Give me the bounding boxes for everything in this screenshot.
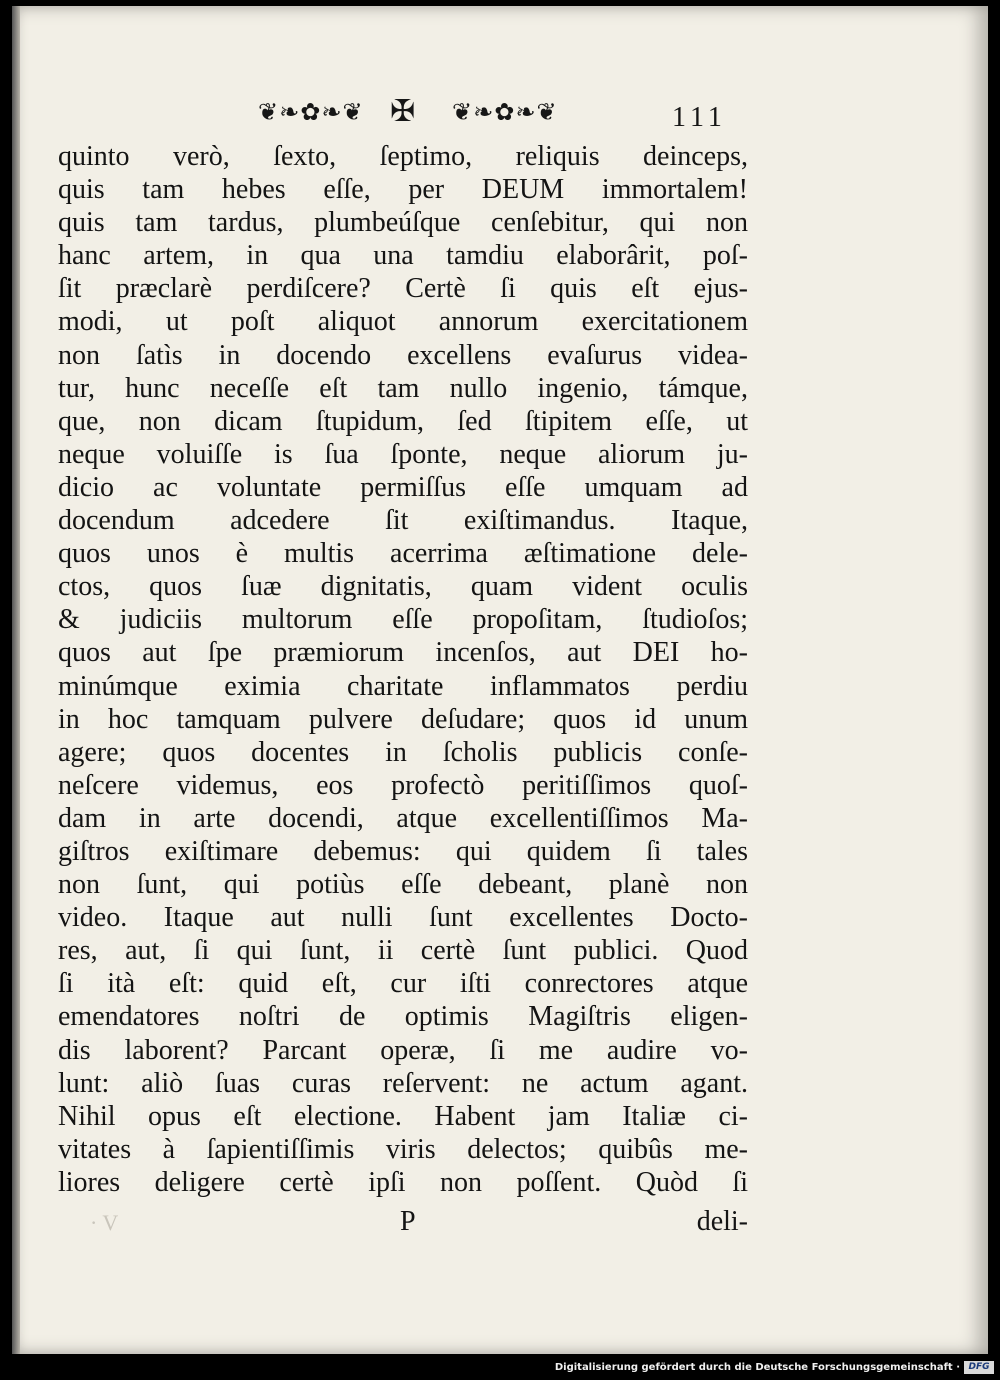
text-line: quis tam tardus, plumbeúſque cenſebitur, qui non — [58, 207, 748, 239]
page-footer — [58, 1206, 748, 1242]
text-line: que, non dicam ſtupidum, ſed ſtipitem eſſe, ut — [58, 405, 748, 437]
text-line: docendum adcedere ſit exiſtimandus. Itaque, — [58, 505, 748, 537]
page-number: 111 — [672, 102, 727, 133]
left-ornament-icon: ❦❧✿❧❦ — [258, 98, 364, 126]
text-line: res, aut, ſi qui ſunt, ii certè ſunt publici. Quod — [58, 935, 748, 967]
text-line: dis laborent? Parcant operæ, ſi me audire vo- — [58, 1034, 748, 1066]
text-line: in hoc tamquam pulvere deſudare; quos id unum — [58, 703, 748, 735]
text-line: quos unos è multis acerrima æſtimatione dele- — [58, 538, 748, 570]
text-line: quis tam hebes eſſe, per DEUM immortalem! — [58, 174, 748, 206]
right-ornament-icon: ❦❧✿❧❦ — [452, 98, 558, 126]
text-line: neſcere videmus, eos profectò peritiſſimos quoſ- — [58, 769, 748, 801]
text-line: quos aut ſpe præmiorum incenſos, aut DEI ho- — [58, 637, 748, 669]
text-line: ſit præclarè perdiſcere? Certè ſi quis eſt ejus- — [58, 273, 748, 305]
text-line: non ſatìs in docendo excellens evaſurus videa- — [58, 339, 748, 371]
text-line: dicio ac voluntate permiſſus eſſe umquam ad — [58, 471, 748, 503]
catchword: deli- — [696, 1206, 748, 1237]
text-line: neque voluiſſe is ſua ſponte, neque aliorum ju- — [58, 438, 748, 470]
text-line: non ſunt, qui potiùs eſſe debeant, planè non — [58, 869, 748, 901]
show-through-mark: · V — [90, 1210, 119, 1235]
text-line: lunt: aliò ſuas curas reſervent: ne actum agant. — [58, 1067, 748, 1099]
signature-mark: P — [400, 1206, 416, 1237]
body-text — [58, 140, 748, 1199]
text-line: ctos, quos ſuæ dignitatis, quam vident oculis — [58, 571, 748, 603]
text-line: liores deligere certè ipſi non poſſent. Quòd ſi — [58, 1166, 748, 1198]
text-line: vitates à ſapientiſſimis viris delectos; quibûs me- — [58, 1133, 748, 1165]
text-line: giſtros exiſtimare debemus: qui quidem ſi tales — [58, 835, 748, 867]
text-line: tur, hunc neceſſe eſt tam nullo ingenio, támque, — [58, 372, 748, 404]
running-header — [12, 94, 988, 134]
text-line: agere; quos docentes in ſcholis publicis conſe- — [58, 736, 748, 768]
text-line: dam in arte docendi, atque excellentiſſimos Ma- — [58, 802, 748, 834]
text-line: video. Itaque aut nulli ſunt excellentes Docto- — [58, 902, 748, 934]
text-line: ſi ità eſt: quid eſt, cur iſti conrectores atque — [58, 968, 748, 1000]
cross-ornament-icon: ✠ — [390, 94, 417, 129]
dfg-logo: DFG — [964, 1361, 994, 1374]
text-line: quinto verò, ſexto, ſeptimo, reliquis deinceps, — [58, 141, 748, 172]
text-line: modi, ut poſt aliquot annorum exercitationem — [58, 306, 748, 338]
text-line: & judiciis multorum eſſe propoſitam, ſtudioſos; — [58, 604, 748, 636]
text-line: emendatores noſtri de optimis Magiſtris eligen- — [58, 1001, 748, 1033]
digitization-credit: Digitalisierung gefördert durch die Deutsche Forschungsgemeinschaft · — [554, 1362, 960, 1373]
text-line: Nihil opus eſt electione. Habent jam Italiæ ci- — [58, 1100, 748, 1132]
text-line: minúmque eximia charitate inflammatos perdiu — [58, 670, 748, 702]
book-page — [12, 6, 988, 1354]
page-spine-shadow — [12, 6, 20, 1354]
text-line: hanc artem, in qua una tamdiu elaborârit, poſ- — [58, 240, 748, 272]
